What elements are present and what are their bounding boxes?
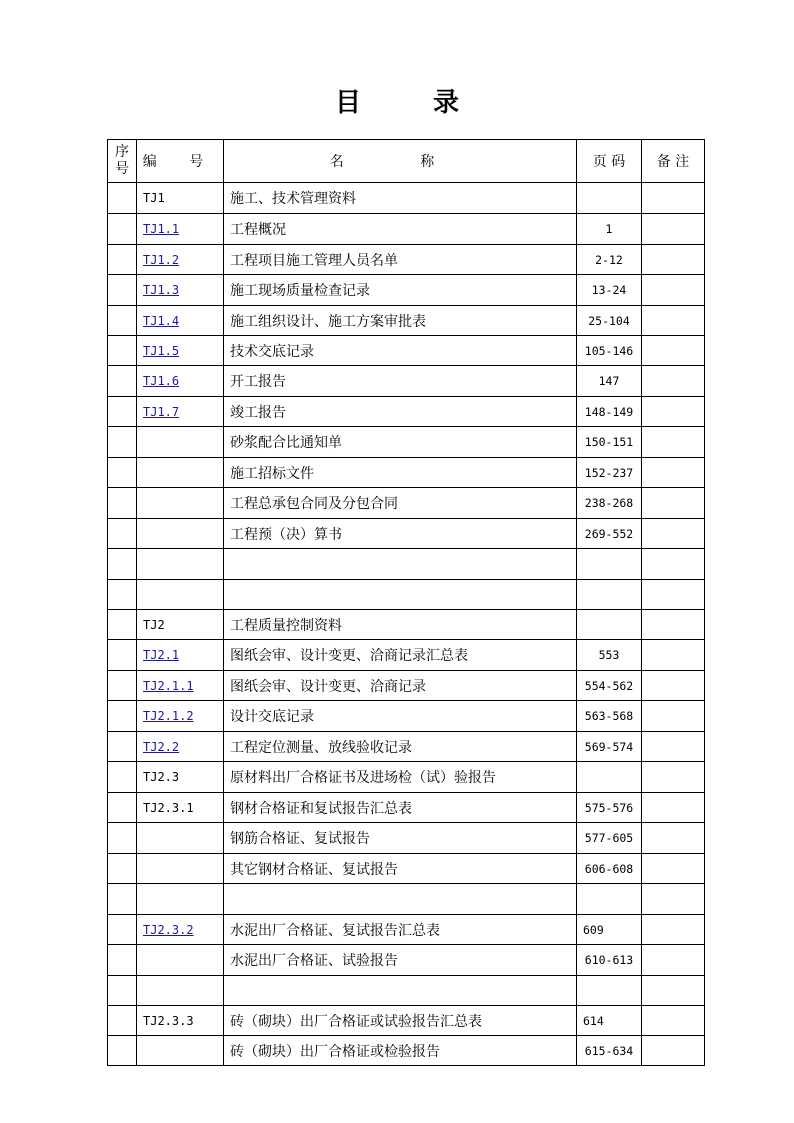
row-seq-cell — [108, 671, 137, 701]
row-name-cell: 工程总承包合同及分包合同 — [224, 488, 577, 519]
row-note-cell — [642, 580, 705, 610]
table-row — [108, 884, 705, 915]
row-code-cell — [137, 183, 224, 214]
row-name-cell: 工程概况 — [224, 214, 577, 245]
table-row — [108, 762, 705, 793]
row-code-cell[interactable] — [137, 275, 224, 306]
row-note-cell — [642, 519, 705, 549]
row-page-cell — [577, 549, 642, 580]
row-note-cell — [642, 976, 705, 1006]
table-row — [108, 854, 705, 884]
row-page-cell: 569-574 — [577, 732, 642, 762]
row-code-cell[interactable] — [137, 640, 224, 671]
row-seq-cell — [108, 183, 137, 214]
row-code-cell — [137, 1006, 224, 1036]
row-code-text: TJ2.3 — [143, 770, 180, 784]
header-row — [108, 140, 705, 183]
page-title — [0, 82, 794, 119]
table-row — [108, 458, 705, 488]
row-code-cell[interactable] — [137, 336, 224, 366]
table-row — [108, 640, 705, 671]
row-page-cell: 13-24 — [577, 275, 642, 306]
row-page-cell: 609 — [577, 915, 642, 945]
row-seq-cell — [108, 823, 137, 854]
table-row — [108, 183, 705, 214]
row-name-cell: 开工报告 — [224, 366, 577, 397]
row-note-cell — [642, 488, 705, 519]
row-page-cell — [577, 183, 642, 214]
table-row — [108, 427, 705, 458]
row-seq-cell — [108, 366, 137, 397]
row-page-cell: 152-237 — [577, 458, 642, 488]
contents-table — [107, 139, 705, 1066]
row-note-cell — [642, 640, 705, 671]
table-row — [108, 945, 705, 976]
row-page-cell: 606-608 — [577, 854, 642, 884]
row-note-cell — [642, 336, 705, 366]
row-seq-cell — [108, 793, 137, 823]
row-page-cell — [577, 580, 642, 610]
row-seq-cell — [108, 397, 137, 427]
table-row — [108, 245, 705, 275]
row-note-cell — [642, 945, 705, 976]
row-note-cell — [642, 275, 705, 306]
row-seq-cell — [108, 1006, 137, 1036]
row-note-cell — [642, 610, 705, 640]
row-page-cell: 105-146 — [577, 336, 642, 366]
row-code-cell[interactable] — [137, 306, 224, 336]
table-row — [108, 519, 705, 549]
row-code-link[interactable]: TJ2.3.2 — [143, 922, 194, 937]
row-name-cell: 其它钢材合格证、复试报告 — [224, 854, 577, 884]
row-seq-cell — [108, 732, 137, 762]
row-code-cell — [137, 488, 224, 519]
row-note-cell — [642, 884, 705, 915]
row-note-cell — [642, 427, 705, 458]
row-seq-cell — [108, 884, 137, 915]
row-code-link[interactable]: TJ1.6 — [143, 374, 180, 388]
row-code-cell[interactable] — [137, 245, 224, 275]
row-page-cell: 614 — [577, 1006, 642, 1036]
row-page-cell: 148-149 — [577, 397, 642, 427]
row-page-cell: 150-151 — [577, 427, 642, 458]
row-code-text: TJ2.3.3 — [143, 1013, 194, 1028]
row-page-cell — [577, 610, 642, 640]
row-note-cell — [642, 214, 705, 245]
row-note-cell — [642, 701, 705, 732]
row-note-cell — [642, 1036, 705, 1066]
row-name-cell: 技术交底记录 — [224, 336, 577, 366]
row-code-cell — [137, 427, 224, 458]
row-name-cell: 原材料出厂合格证书及进场检（试）验报告 — [224, 762, 577, 793]
row-code-link[interactable]: TJ1.1 — [143, 222, 180, 236]
row-code-cell — [137, 1036, 224, 1066]
header-name: 名 称 — [224, 140, 577, 183]
row-name-cell: 钢材合格证和复试报告汇总表 — [224, 793, 577, 823]
row-code-cell[interactable] — [137, 366, 224, 397]
table-row — [108, 1036, 705, 1066]
row-name-cell: 施工组织设计、施工方案审批表 — [224, 306, 577, 336]
row-seq-cell — [108, 580, 137, 610]
title-char-1: 目 — [334, 88, 361, 118]
row-code-cell — [137, 519, 224, 549]
row-name-cell — [224, 580, 577, 610]
table-row — [108, 306, 705, 336]
row-code-cell — [137, 580, 224, 610]
row-page-cell: 25-104 — [577, 306, 642, 336]
row-code-cell[interactable] — [137, 701, 224, 732]
table-row — [108, 732, 705, 762]
row-page-cell: 553 — [577, 640, 642, 671]
row-seq-cell — [108, 519, 137, 549]
row-page-cell: 563-568 — [577, 701, 642, 732]
table-row — [108, 823, 705, 854]
row-page-cell: 1 — [577, 214, 642, 245]
row-note-cell — [642, 397, 705, 427]
row-code-cell — [137, 762, 224, 793]
row-code-cell — [137, 793, 224, 823]
row-seq-cell — [108, 488, 137, 519]
row-code-text: TJ2 — [143, 617, 165, 632]
row-code-cell — [137, 610, 224, 640]
row-name-cell — [224, 884, 577, 915]
row-code-cell[interactable] — [137, 732, 224, 762]
row-code-cell — [137, 549, 224, 580]
header-page: 页 码 — [577, 140, 642, 183]
row-code-link[interactable]: TJ2.1.1 — [143, 678, 194, 693]
row-note-cell — [642, 793, 705, 823]
row-name-cell: 设计交底记录 — [224, 701, 577, 732]
row-page-cell: 610-613 — [577, 945, 642, 976]
row-page-cell — [577, 976, 642, 1006]
row-page-cell: 238-268 — [577, 488, 642, 519]
table-row — [108, 915, 705, 945]
row-code-cell — [137, 976, 224, 1006]
row-seq-cell — [108, 640, 137, 671]
row-note-cell — [642, 549, 705, 580]
row-name-cell: 钢筋合格证、复试报告 — [224, 823, 577, 854]
row-name-cell: 施工、技术管理资料 — [224, 183, 577, 214]
row-code-link[interactable]: TJ1.7 — [143, 404, 180, 419]
row-seq-cell — [108, 306, 137, 336]
row-code-cell[interactable] — [137, 915, 224, 945]
row-code-link[interactable]: TJ1.2 — [143, 252, 180, 267]
table-row — [108, 580, 705, 610]
row-note-cell — [642, 762, 705, 793]
row-name-cell — [224, 549, 577, 580]
table-row — [108, 701, 705, 732]
row-code-text: TJ2.3.1 — [143, 800, 194, 815]
row-name-cell: 图纸会审、设计变更、洽商记录 — [224, 671, 577, 701]
row-seq-cell — [108, 427, 137, 458]
row-note-cell — [642, 458, 705, 488]
row-code-link[interactable]: TJ1.5 — [143, 343, 180, 358]
title-char-2: 录 — [433, 88, 460, 118]
table-row — [108, 549, 705, 580]
row-page-cell: 575-576 — [577, 793, 642, 823]
row-seq-cell — [108, 549, 137, 580]
row-code-link[interactable]: TJ1.4 — [143, 313, 180, 328]
row-name-cell: 工程预（决）算书 — [224, 519, 577, 549]
row-name-cell: 砂浆配合比通知单 — [224, 427, 577, 458]
row-seq-cell — [108, 458, 137, 488]
table-row — [108, 336, 705, 366]
row-seq-cell — [108, 915, 137, 945]
row-code-cell — [137, 823, 224, 854]
row-name-cell: 水泥出厂合格证、复试报告汇总表 — [224, 915, 577, 945]
row-page-cell — [577, 762, 642, 793]
row-note-cell — [642, 823, 705, 854]
row-note-cell — [642, 671, 705, 701]
table-row — [108, 1006, 705, 1036]
table-row — [108, 214, 705, 245]
row-name-cell: 施工现场质量检查记录 — [224, 275, 577, 306]
row-name-cell: 图纸会审、设计变更、洽商记录汇总表 — [224, 640, 577, 671]
row-code-link[interactable]: TJ2.1.2 — [143, 709, 194, 723]
row-code-cell — [137, 884, 224, 915]
row-note-cell — [642, 366, 705, 397]
row-page-cell: 269-552 — [577, 519, 642, 549]
row-page-cell — [577, 884, 642, 915]
header-seq: 序 号 — [108, 140, 137, 183]
row-note-cell — [642, 915, 705, 945]
row-name-cell: 水泥出厂合格证、试验报告 — [224, 945, 577, 976]
row-note-cell — [642, 1006, 705, 1036]
row-seq-cell — [108, 610, 137, 640]
row-page-cell: 147 — [577, 366, 642, 397]
table-row — [108, 397, 705, 427]
row-seq-cell — [108, 275, 137, 306]
row-seq-cell — [108, 762, 137, 793]
table-row — [108, 671, 705, 701]
row-page-cell: 577-605 — [577, 823, 642, 854]
row-code-cell[interactable] — [137, 671, 224, 701]
header-code: 编 号 — [137, 140, 224, 183]
row-page-cell: 554-562 — [577, 671, 642, 701]
row-seq-cell — [108, 245, 137, 275]
row-code-link[interactable]: TJ2.2 — [143, 739, 180, 754]
table-row — [108, 793, 705, 823]
row-seq-cell — [108, 1036, 137, 1066]
row-page-cell: 615-634 — [577, 1036, 642, 1066]
row-name-cell: 工程定位测量、放线验收记录 — [224, 732, 577, 762]
row-seq-cell — [108, 701, 137, 732]
table-row — [108, 366, 705, 397]
row-code-link[interactable]: TJ2.1 — [143, 648, 180, 662]
row-code-cell — [137, 854, 224, 884]
row-code-cell — [137, 945, 224, 976]
row-name-cell: 砖（砌块）出厂合格证或检验报告 — [224, 1036, 577, 1066]
row-note-cell — [642, 306, 705, 336]
row-code-cell — [137, 458, 224, 488]
row-name-cell — [224, 976, 577, 1006]
row-name-cell: 施工招标文件 — [224, 458, 577, 488]
row-note-cell — [642, 245, 705, 275]
row-code-cell[interactable] — [137, 397, 224, 427]
row-code-link[interactable]: TJ1.3 — [143, 283, 180, 297]
row-page-cell: 2-12 — [577, 245, 642, 275]
row-name-cell: 工程质量控制资料 — [224, 610, 577, 640]
row-seq-cell — [108, 945, 137, 976]
table-row — [108, 488, 705, 519]
row-code-cell[interactable] — [137, 214, 224, 245]
row-seq-cell — [108, 336, 137, 366]
table-row — [108, 976, 705, 1006]
row-code-text: TJ1 — [143, 191, 165, 205]
row-seq-cell — [108, 214, 137, 245]
row-name-cell: 工程项目施工管理人员名单 — [224, 245, 577, 275]
row-note-cell — [642, 183, 705, 214]
row-note-cell — [642, 732, 705, 762]
row-note-cell — [642, 854, 705, 884]
row-seq-cell — [108, 976, 137, 1006]
table-row — [108, 610, 705, 640]
table-row — [108, 275, 705, 306]
row-name-cell: 竣工报告 — [224, 397, 577, 427]
header-note: 备 注 — [642, 140, 705, 183]
row-name-cell: 砖（砌块）出厂合格证或试验报告汇总表 — [224, 1006, 577, 1036]
row-seq-cell — [108, 854, 137, 884]
